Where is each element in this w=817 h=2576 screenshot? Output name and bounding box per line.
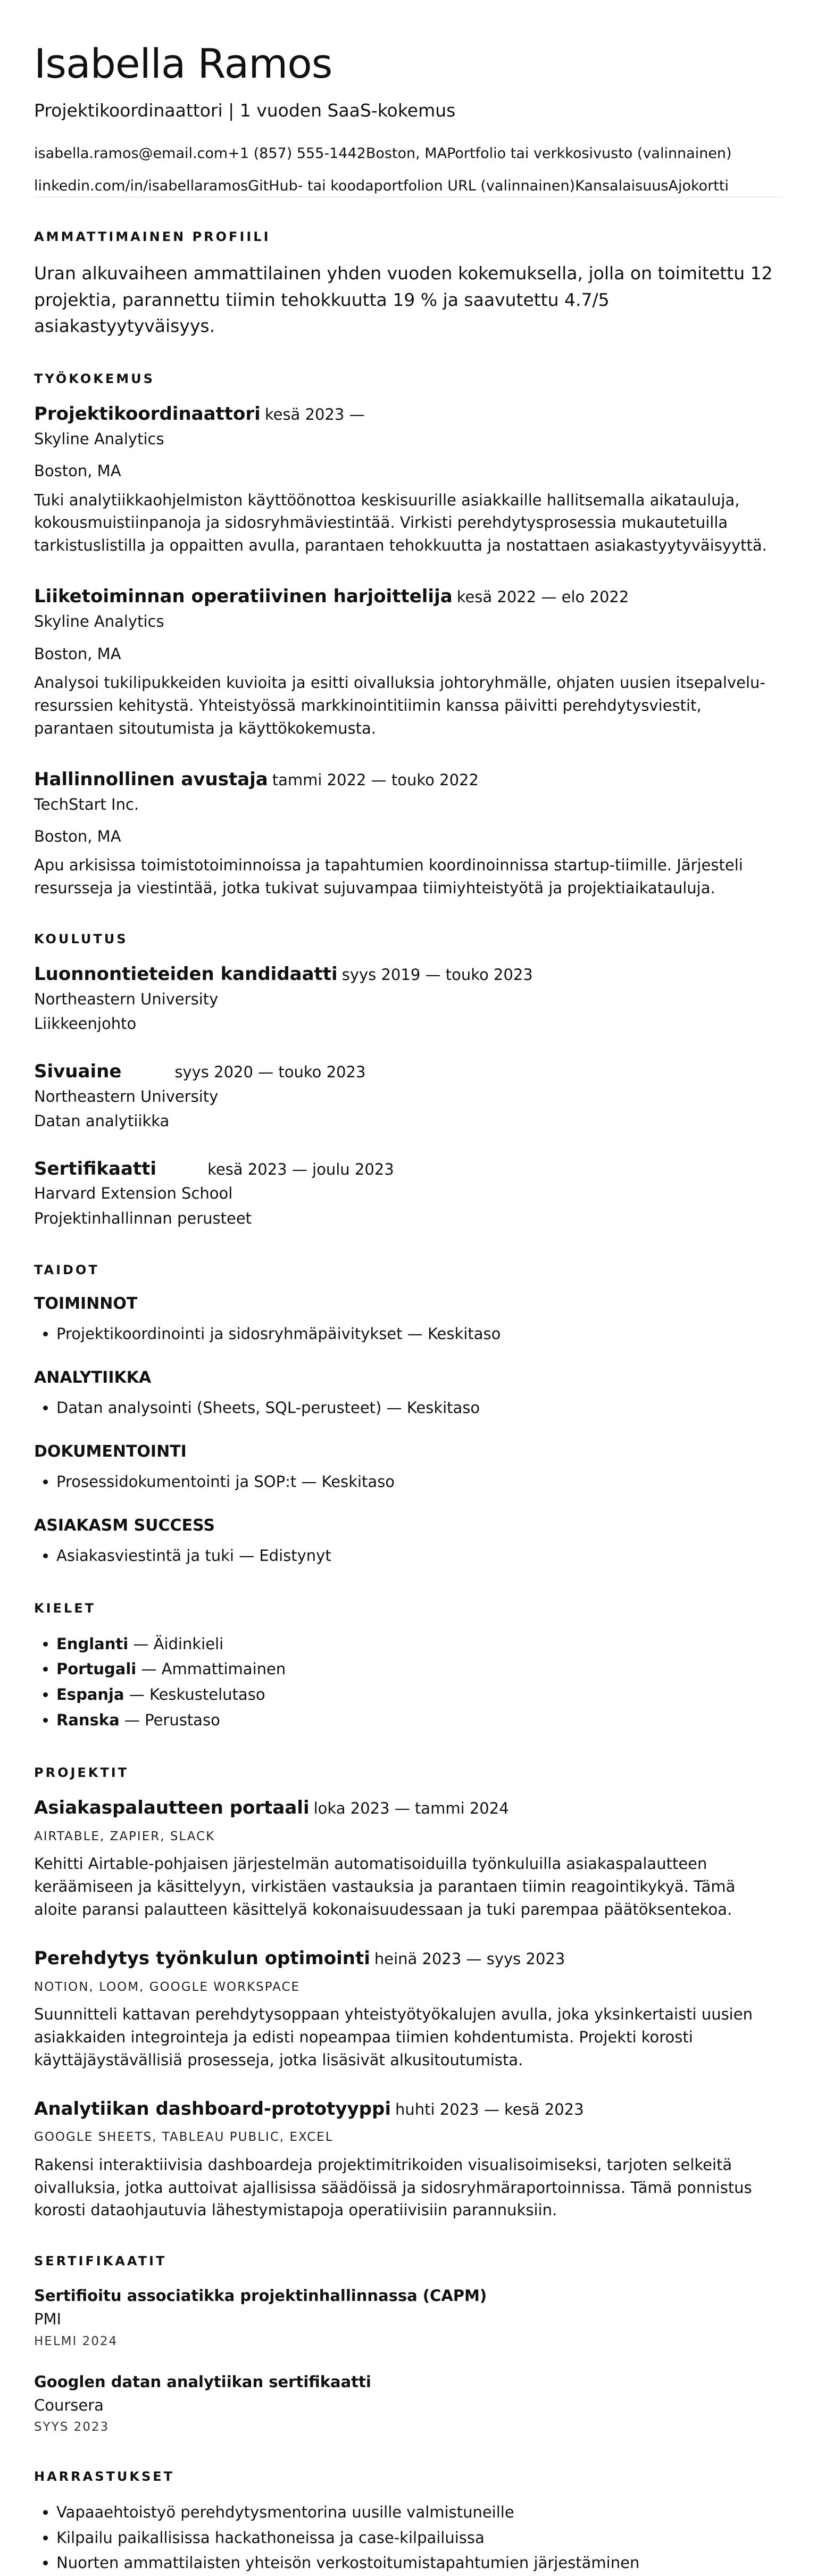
experience-section — [34, 371, 783, 900]
projects-section — [34, 1765, 783, 2222]
location-text: Boston, MA — [365, 145, 447, 162]
contact-line-1 — [34, 143, 783, 165]
drivers-license-text: Ajokortti — [668, 177, 729, 194]
project-dates: loka 2023 — tammi 2024 — [313, 1799, 509, 1817]
job-location: Boston, MA — [34, 644, 121, 663]
company-name: TechStart Inc. — [34, 795, 139, 813]
hobbies-section — [34, 2469, 783, 2576]
experience-entry — [34, 585, 783, 739]
section-title-projects: PROJEKTIT — [34, 1765, 129, 1780]
school-name: Harvard Extension School — [34, 1184, 233, 1203]
section-title-languages: KIELET — [34, 1600, 96, 1616]
degree-title: Sivuaine — [34, 1060, 122, 1082]
project-dates: heinä 2023 — syys 2023 — [374, 1949, 565, 1968]
certification-date: SYYS 2023 — [34, 2420, 110, 2434]
certification-entry — [34, 2371, 783, 2437]
portfolio-link[interactable]: Portfolio tai verkkosivusto (valinnainen) — [447, 145, 732, 162]
certifications-section — [34, 2254, 783, 2437]
language-level: — Ammattimainen — [136, 1660, 286, 1678]
phone-link[interactable]: +1 (857) 555-1442 — [228, 145, 366, 162]
skill-item: • Asiakasviestintä ja tuki — Edistynyt — [56, 1543, 783, 1569]
project-entry — [34, 2097, 783, 2222]
education-dates: syys 2020 — touko 2023 — [174, 1062, 366, 1081]
contact-line-2 — [34, 176, 783, 197]
hobby-list — [34, 2500, 783, 2576]
certification-name: Googlen datan analytiikan sertifikaatti — [34, 2372, 371, 2391]
hobby-item: • Nuorten ammattilaisten yhteisön verkostoitumistapahtumien järjestäminen — [56, 2550, 783, 2576]
profile-section — [34, 229, 783, 339]
skill-group — [34, 1293, 783, 1347]
language-level: — Perustaso — [119, 1711, 220, 1730]
school-name: Northeastern University — [34, 1087, 219, 1106]
hobby-item: • Vapaaehtoistyö perehdytysmentorina uusille valmistuneille — [56, 2500, 783, 2525]
section-title-certifications: SERTIFIKAATIT — [34, 2254, 167, 2269]
degree-title: Sertifikaatti — [34, 1158, 157, 1179]
skill-group-title: DOKUMENTOINTI — [34, 1442, 187, 1461]
section-title-education: KOULUTUS — [34, 932, 128, 947]
skill-item: • Prosessidokumentointi ja SOP:t — Keskitaso — [56, 1469, 783, 1495]
section-title-skills: TAIDOT — [34, 1262, 99, 1278]
skill-group — [34, 1367, 783, 1421]
job-description: Apu arkisissa toimistotoiminnoissa ja tapahtumien koordinoinnissa startup-tiimille. Järjesteli resursseja ja viestintää, jotka tukivat sujuvampaa tiimiyhteistyötä ja projektiaikatauluja. — [34, 856, 743, 898]
certification-date: HELMI 2024 — [34, 2334, 118, 2348]
skill-group-title: ANALYTIIKKA — [34, 1368, 152, 1387]
headline: Projektikoordinaattori | 1 vuoden SaaS-kokemus — [34, 99, 456, 121]
skill-item: • Datan analysointi (Sheets, SQL-perusteet) — Keskitaso — [56, 1395, 783, 1421]
certification-name: Sertifioitu associatikka projektinhallinnassa (CAPM) — [34, 2287, 487, 2305]
github-link[interactable]: GitHub- tai koodaportfolion URL (valinnainen) — [248, 177, 576, 194]
skill-group — [34, 1515, 783, 1569]
job-title: Liiketoiminnan operatiivinen harjoittelija — [34, 586, 453, 608]
skill-group — [34, 1441, 783, 1495]
language-item — [56, 1682, 783, 1708]
skill-item: • Projektikoordinointi ja sidosryhmäpäivitykset — Keskitaso — [56, 1322, 783, 1347]
section-title-hobbies: HARRASTUKSET — [34, 2469, 174, 2484]
languages-section — [34, 1601, 783, 1733]
education-dates: kesä 2023 — joulu 2023 — [207, 1160, 394, 1178]
hobby-item: • Kilpailu paikallisissa hackathoneissa ja case-kilpailuissa — [56, 2525, 783, 2551]
candidate-name: Isabella Ramos — [34, 40, 332, 87]
profile-summary: Uran alkuvaiheen ammattilainen yhden vuoden kokemuksella, jolla on toimitettu 12 projektia, parannettu tiimin tehokkuutta 19 % ja saavutettu 4.7/5 asiakastyytyväisyys. — [34, 263, 773, 337]
language-name: Ranska — [56, 1711, 120, 1730]
linkedin-link[interactable]: linkedin.com/in/isabellaramos — [34, 177, 248, 194]
project-tools: GOOGLE SHEETS, TABLEAU PUBLIC, EXCEL — [34, 2130, 334, 2145]
project-title: Perehdytys työnkulun optimointi — [34, 1947, 370, 1969]
job-description: Tuki analytiikkaohjelmiston käyttöönottoa keskisuurille asiakkaille hallitsemalla aikatauluja, kokousmuistiinpanoja ja sidosryhmäviestintää. Virkisti perehdytysprosessia mukautetuilla tarkistuslistilla ja oppaitten avulla, parantaen tehokkuutta ja nostattaen asiakastyytyväisyyttä. — [34, 491, 767, 555]
education-section — [34, 932, 783, 1231]
job-location: Boston, MA — [34, 827, 121, 845]
certification-issuer: Coursera — [34, 2396, 104, 2414]
education-dates: syys 2019 — touko 2023 — [341, 966, 533, 984]
email-link[interactable]: isabella.ramos@email.com — [34, 145, 228, 162]
company-name: Skyline Analytics — [34, 429, 164, 448]
language-level: — Äidinkieli — [128, 1634, 224, 1653]
project-entry — [34, 1947, 783, 2072]
skills-section — [34, 1262, 783, 1568]
project-title: Asiakaspalautteen portaali — [34, 1797, 310, 1818]
language-list — [34, 1632, 783, 1733]
school-name: Northeastern University — [34, 990, 219, 1009]
language-name: Portugali — [56, 1660, 137, 1678]
skill-group-title: ASIAKASM SUCCESS — [34, 1516, 215, 1535]
language-item — [56, 1708, 783, 1733]
skill-group-title: TOIMINNOT — [34, 1294, 138, 1314]
project-tools: AIRTABLE, ZAPIER, SLACK — [34, 1829, 215, 1843]
language-item — [56, 1632, 783, 1657]
job-description: Analysoi tukilipukkeiden kuvioita ja esitti oivalluksia johtoryhmälle, ohjaten uusien itsepalvelu-resurssien kehitystä. Yhteistyössä markkinointitiimin kanssa päivitti perehdytysviestit, parantaen sitoutumista ja käyttökokemusta. — [34, 673, 765, 737]
project-description: Suunnitteli kattavan perehdytysoppaan yhteistyötyökalujen avulla, joka yksinkertaisti uusien asiakkaiden integrointeja ja edisti nopeampaa tiimien kohdentumista. Projekti korosti käyttäjäystävällisiä prosesseja, jotka lisäsivät alkusitoutumista. — [34, 2005, 753, 2069]
resume-header — [34, 40, 783, 197]
certification-issuer: PMI — [34, 2310, 62, 2329]
education-entry — [34, 1060, 783, 1134]
project-description: Rakensi interaktiivisia dashboardeja projektimitrikoiden visualisoimiseksi, tarjoten selkeitä oivalluksia, jotka auttoivat ajallisissa säädöissä ja sidosryhmäraportoinnissa. Tämä ponnistus korosti dataohjautuvia lähestymistapoja operatiivisiin parannuksiin. — [34, 2155, 752, 2220]
job-location: Boston, MA — [34, 462, 121, 480]
job-dates: kesä 2023 — — [264, 405, 365, 423]
project-entry — [34, 1796, 783, 1921]
project-description: Kehitti Airtable-pohjaisen järjestelmän automatisoiduilla työnkuluilla asiakaspalautteen keräämiseen ja käsittelyyn, virkistäen vastauksia ja parantaen tiimin reagointikykyä. Tämä aloite paransi palautteen käsittelyä kokonaisuudessaan ja tuki parempaa päätöksentekoa. — [34, 1855, 736, 1918]
field-of-study: Liikkeenjohto — [34, 1015, 137, 1033]
project-title: Analytiikan dashboard-prototyyppi — [34, 2098, 391, 2120]
project-dates: huhti 2023 — kesä 2023 — [395, 2100, 584, 2118]
job-dates: kesä 2022 — elo 2022 — [456, 588, 629, 606]
language-name: Espanja — [56, 1685, 124, 1704]
job-title: Projektikoordinaattori — [34, 403, 261, 425]
experience-entry — [34, 402, 783, 557]
section-title-profile: AMMATTIMAINEN PROFIILI — [34, 229, 271, 245]
language-item — [56, 1657, 783, 1682]
citizenship-text: Kansalaisuus — [575, 177, 669, 194]
degree-title: Luonnontieteiden kandidaatti — [34, 963, 338, 985]
certification-entry — [34, 2284, 783, 2351]
field-of-study: Projektinhallinnan perusteet — [34, 1209, 252, 1227]
field-of-study: Datan analytiikka — [34, 1112, 170, 1131]
language-level: — Keskustelutaso — [124, 1685, 265, 1704]
job-title: Hallinnollinen avustaja — [34, 768, 268, 790]
company-name: Skyline Analytics — [34, 612, 164, 631]
experience-entry — [34, 768, 783, 900]
project-tools: NOTION, LOOM, GOOGLE WORKSPACE — [34, 1980, 301, 1994]
education-entry — [34, 1157, 783, 1231]
section-title-experience: TYÖKOKEMUS — [34, 371, 155, 386]
job-dates: tammi 2022 — touko 2022 — [272, 770, 479, 789]
language-name: Englanti — [56, 1634, 129, 1653]
education-entry — [34, 962, 783, 1036]
